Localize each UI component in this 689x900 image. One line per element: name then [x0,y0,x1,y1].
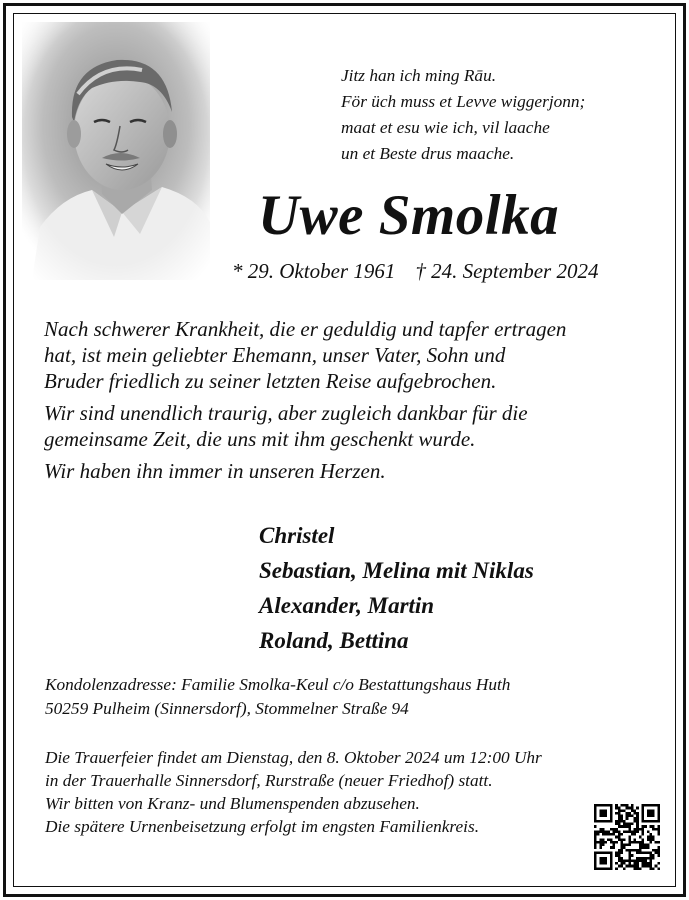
condolence-address [45,673,665,721]
paragraph [44,400,664,452]
deceased-name: Uwe Smolka [258,184,560,247]
life-dates [232,258,672,284]
text-line: hat, ist mein geliebter Ehemann, unser Vater, Sohn und [44,343,506,367]
poem-line: För üch muss et Levve wiggerjonn; [341,92,586,111]
funeral-line: Die spätere Urnenbeisetzung erfolgt im engsten Familienkreis. [45,817,480,836]
funeral-info [45,746,605,838]
paragraph [44,458,664,484]
family-members [259,518,679,658]
text-line: gemeinsame Zeit, die uns mit ihm geschenkt wurde. [44,427,476,451]
family-line: Christel [259,523,335,548]
obituary-text [44,316,664,490]
funeral-line: Wir bitten von Kranz- und Blumenspenden abzusehen. [45,794,420,813]
birth-date: * 29. Oktober 1961 [232,259,396,283]
qr-code-icon[interactable] [594,804,660,870]
portrait-photo [22,22,210,280]
poem-line: maat et esu wie ich, vil laache [341,118,550,137]
death-date: † 24. September 2024 [415,259,599,283]
paragraph [44,316,664,394]
address-line: Kondolenzadresse: Familie Smolka-Keul c/o Bestattungshaus Huth [45,675,511,694]
funeral-line: in der Trauerhalle Sinnersdorf, Rurstraße (neuer Friedhof) statt. [45,771,493,790]
address-line: 50259 Pulheim (Sinnersdorf), Stommelner Straße 94 [45,699,409,718]
poem-line: un et Beste drus maache. [341,144,515,163]
family-line: Alexander, Martin [259,593,435,618]
poem-line: Jitz han ich ming Rāu. [341,66,497,85]
funeral-line: Die Trauerfeier findet am Dienstag, den 8. Oktober 2024 um 12:00 Uhr [45,748,542,767]
text-line: Wir sind unendlich traurig, aber zugleich dankbar für die [44,401,528,425]
family-line: Roland, Bettina [259,628,409,653]
text-line: Wir haben ihn immer in unseren Herzen. [44,459,386,483]
text-line: Nach schwerer Krankheit, die er geduldig und tapfer ertragen [44,317,567,341]
poem [341,63,661,167]
text-line: Bruder friedlich zu seiner letzten Reise aufgebrochen. [44,369,497,393]
family-line: Sebastian, Melina mit Niklas [259,558,534,583]
